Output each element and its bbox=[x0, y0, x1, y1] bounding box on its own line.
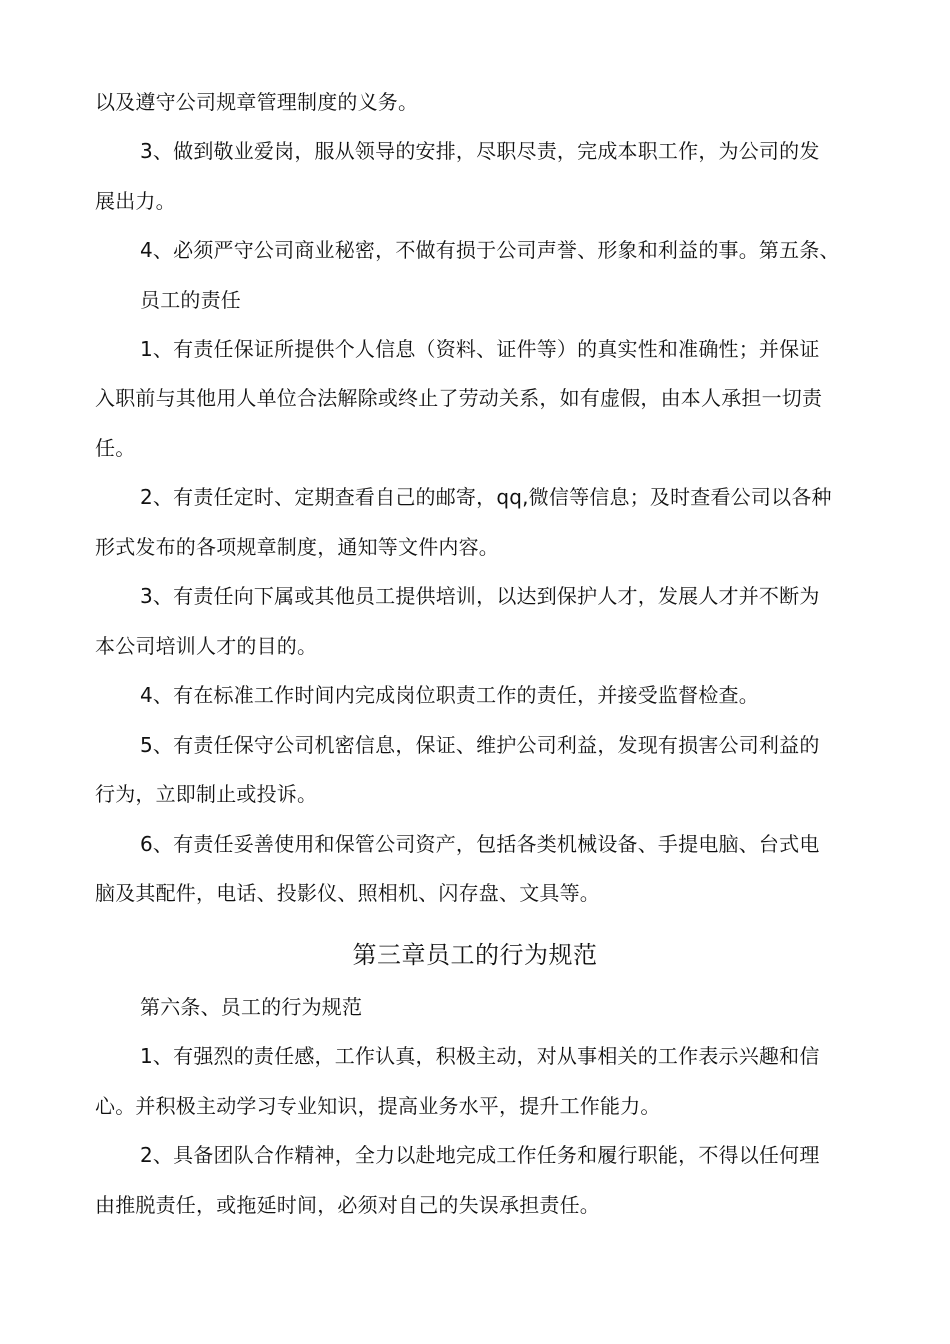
text-line: 3、做到敬业爱岗，服从领导的安排，尽职尽责，完成本职工作，为公司的发 bbox=[140, 139, 820, 163]
chapter-heading: 第三章员工的行为规范 bbox=[352, 941, 598, 969]
text-line: 以及遵守公司规章管理制度的义务。 bbox=[95, 90, 419, 114]
text-line: 任。 bbox=[95, 436, 136, 460]
text-line: 1、有责任保证所提供个人信息（资料、证件等）的真实性和准确性；并保证 bbox=[140, 337, 820, 361]
text-line: 6、有责任妥善使用和保管公司资产，包括各类机械设备、手提电脑、台式电 bbox=[140, 832, 820, 856]
text-line: 脑及其配件，电话、投影仪、照相机、闪存盘、文具等。 bbox=[95, 881, 600, 905]
text-line: 4、必须严守公司商业秘密，不做有损于公司声誉、形象和利益的事。第五条、 bbox=[140, 238, 840, 262]
text-line: 4、有在标准工作时间内完成岗位职责工作的责任，并接受监督检查。 bbox=[140, 683, 759, 707]
text-line: 行为，立即制止或投诉。 bbox=[95, 782, 318, 806]
text-line: 员工的责任 bbox=[140, 288, 241, 312]
text-line: 展出力。 bbox=[95, 189, 176, 213]
article-heading: 第六条、员工的行为规范 bbox=[140, 995, 363, 1019]
text-line: 由推脱责任，或拖延时间，必须对自己的失误承担责任。 bbox=[95, 1193, 600, 1217]
text-line: 3、有责任向下属或其他员工提供培训，以达到保护人才，发展人才并不断为 bbox=[140, 584, 820, 608]
text-line: 形式发布的各项规章制度，通知等文件内容。 bbox=[95, 535, 499, 559]
text-line: 入职前与其他用人单位合法解除或终止了劳动关系，如有虚假，由本人承担一切责 bbox=[95, 386, 823, 410]
text-line: 5、有责任保守公司机密信息，保证、维护公司利益，发现有损害公司利益的 bbox=[140, 733, 820, 757]
text-line: 本公司培训人才的目的。 bbox=[95, 634, 318, 658]
text-line: 1、有强烈的责任感，工作认真，积极主动，对从事相关的工作表示兴趣和信 bbox=[140, 1044, 820, 1068]
text-line: 心。并积极主动学习专业知识，提高业务水平，提升工作能力。 bbox=[95, 1094, 661, 1118]
text-line: 2、有责任定时、定期查看自己的邮寄，qq,微信等信息；及时查看公司以各种 bbox=[140, 485, 832, 509]
text-line: 2、具备团队合作精神，全力以赴地完成工作任务和履行职能，不得以任何理 bbox=[140, 1143, 820, 1167]
